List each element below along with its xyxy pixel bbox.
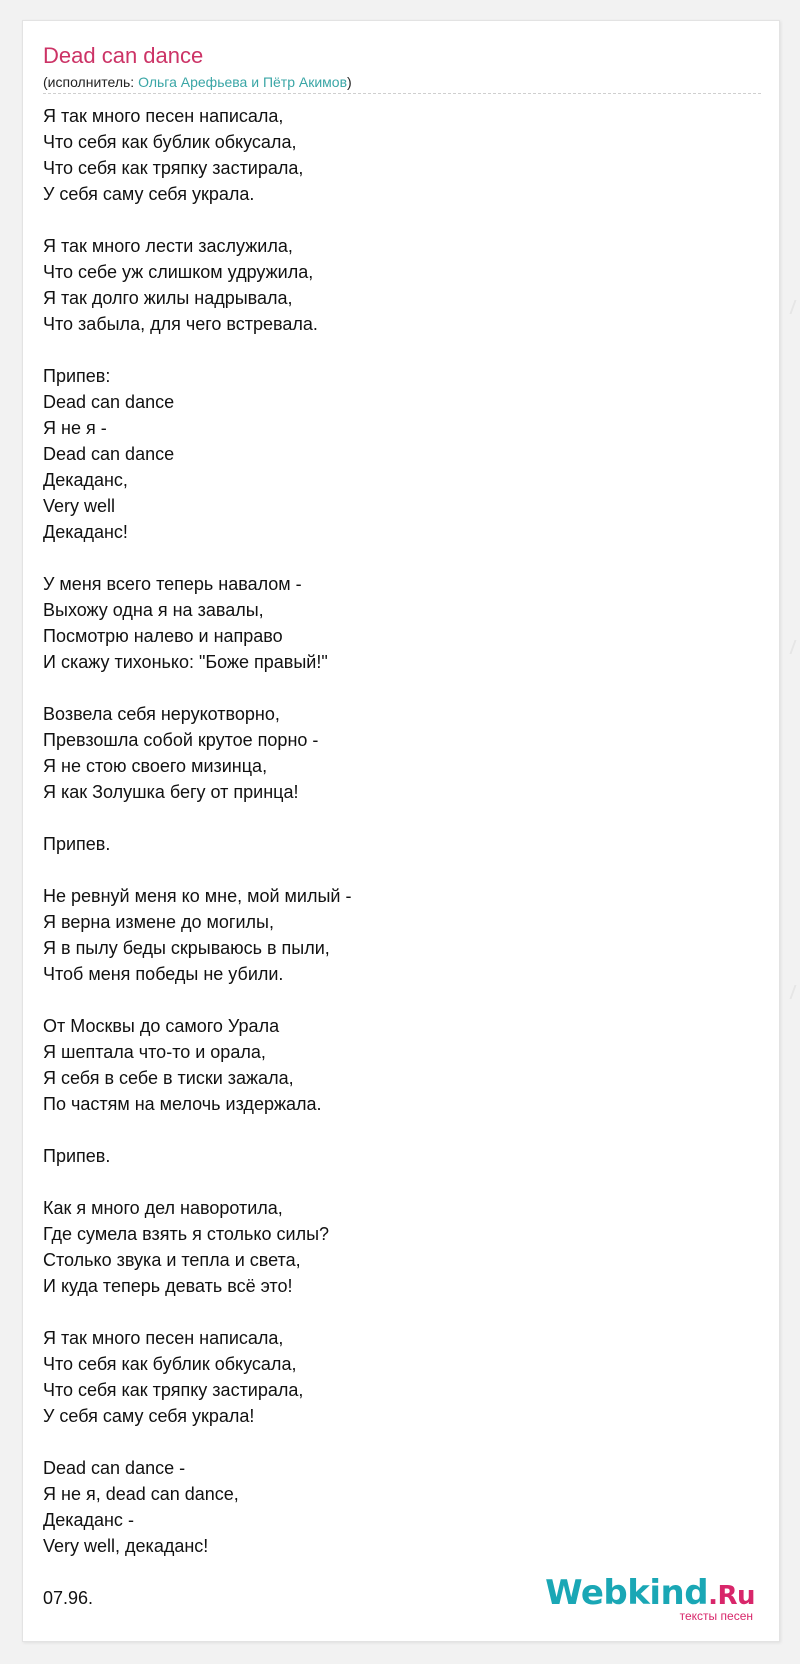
lyrics-line: Не ревнуй меня ко мне, мой милый -: [43, 886, 352, 906]
lyrics-line: Я не я, dead can dance,: [43, 1484, 239, 1504]
artist-line: [43, 73, 352, 91]
logo-tld: .Ru: [708, 1581, 755, 1611]
lyrics-line: И куда теперь девать всё это!: [43, 1276, 293, 1296]
lyrics-line: Чтоб меня победы не убили.: [43, 964, 284, 984]
song-title: Dead can dance: [43, 43, 204, 68]
lyrics-line: Превзошла собой крутое порно -: [43, 730, 319, 750]
lyrics-line: Посмотрю налево и направо: [43, 626, 283, 646]
lyrics-stanza: [43, 233, 743, 337]
lyrics-line: Декаданс,: [43, 470, 128, 490]
lyrics-line: Я так много песен написала,: [43, 1328, 284, 1348]
lyrics-line: Я так много лести заслужила,: [43, 236, 293, 256]
logo-subtitle: тексты песен: [679, 1609, 753, 1623]
lyrics-line: Что себя как тряпку застирала,: [43, 1380, 304, 1400]
lyrics-line: Я себя в себе в тиски зажала,: [43, 1068, 294, 1088]
lyrics-line: Я верна измене до могилы,: [43, 912, 274, 932]
lyrics-stanza: [43, 701, 743, 805]
lyrics-line: Я как Золушка бегу от принца!: [43, 782, 299, 802]
lyrics-line: Very well, декаданс!: [43, 1536, 209, 1556]
lyrics-line: Что себе уж слишком удружила,: [43, 262, 314, 282]
lyrics-line: И скажу тихонько: "Боже правый!": [43, 652, 328, 672]
lyrics-line: Dead can dance -: [43, 1458, 186, 1478]
lyrics-line: Что забыла, для чего встревала.: [43, 314, 318, 334]
lyrics-stanza: [43, 1143, 743, 1169]
lyrics-stanza: [43, 1455, 743, 1559]
lyrics-line: Я в пылу беды скрываюсь в пыли,: [43, 938, 330, 958]
lyrics-line: Что себя как бублик обкусала,: [43, 1354, 297, 1374]
lyrics-date: 07.96.: [43, 1588, 94, 1608]
lyrics-stanza: [43, 363, 743, 545]
header-divider: [43, 93, 761, 94]
lyrics-line: Я так много песен написала,: [43, 106, 284, 126]
lyrics-line: От Москвы до самого Урала: [43, 1016, 280, 1036]
lyrics-stanza: [43, 1013, 743, 1117]
lyrics-line: Возвела себя нерукотворно,: [43, 704, 280, 724]
artist-link[interactable]: Ольга Арефьева и Пётр Акимов: [138, 74, 348, 90]
lyrics-line: Припев.: [43, 1146, 111, 1166]
lyrics-stanza: [43, 571, 743, 675]
lyrics-line: Где сумела взять я столько силы?: [43, 1224, 330, 1244]
lyrics-line: Припев.: [43, 834, 111, 854]
lyrics-stanza: [43, 831, 743, 857]
lyrics-line: Что себя как бублик обкусала,: [43, 132, 297, 152]
lyrics-stanza: [43, 1325, 743, 1429]
lyrics-line: У себя саму себя украла!: [43, 1406, 255, 1426]
site-logo[interactable]: [545, 1573, 755, 1625]
lyrics-line: Припев:: [43, 366, 111, 386]
lyrics-line: Dead can dance: [43, 392, 175, 412]
lyrics-sheet: [22, 20, 780, 1642]
logo-word: Webkind: [545, 1573, 709, 1613]
lyrics-stanza: [43, 1195, 743, 1299]
edge-decoration: [783, 640, 796, 654]
lyrics-line: У меня всего теперь навалом -: [43, 574, 302, 594]
edge-decoration: [783, 985, 796, 999]
lyrics-line: Выхожу одна я на завалы,: [43, 600, 264, 620]
lyrics-line: Декаданс -: [43, 1510, 134, 1530]
lyrics-line: Dead can dance: [43, 444, 175, 464]
lyrics-line: Я шептала что-то и орала,: [43, 1042, 266, 1062]
lyrics-line: Декаданс!: [43, 522, 128, 542]
lyrics-line: Very well: [43, 496, 116, 516]
lyrics-line: У себя саму себя украла.: [43, 184, 255, 204]
lyrics-line: Столько звука и тепла и света,: [43, 1250, 301, 1270]
artist-prefix: (исполнитель:: [43, 74, 139, 90]
edge-decoration: [783, 300, 796, 314]
lyrics-line: Что себя как тряпку застирала,: [43, 158, 304, 178]
lyrics-line: По частям на мелочь издержала.: [43, 1094, 322, 1114]
lyrics-line: Как я много дел наворотила,: [43, 1198, 283, 1218]
lyrics-line: Я не я -: [43, 418, 107, 438]
lyrics-body: [43, 103, 743, 1611]
lyrics-line: Я так долго жилы надрывала,: [43, 288, 293, 308]
artist-suffix: ): [347, 74, 352, 90]
lyrics-stanza: [43, 883, 743, 987]
lyrics-line: Я не стою своего мизинца,: [43, 756, 268, 776]
lyrics-stanza: [43, 103, 743, 207]
